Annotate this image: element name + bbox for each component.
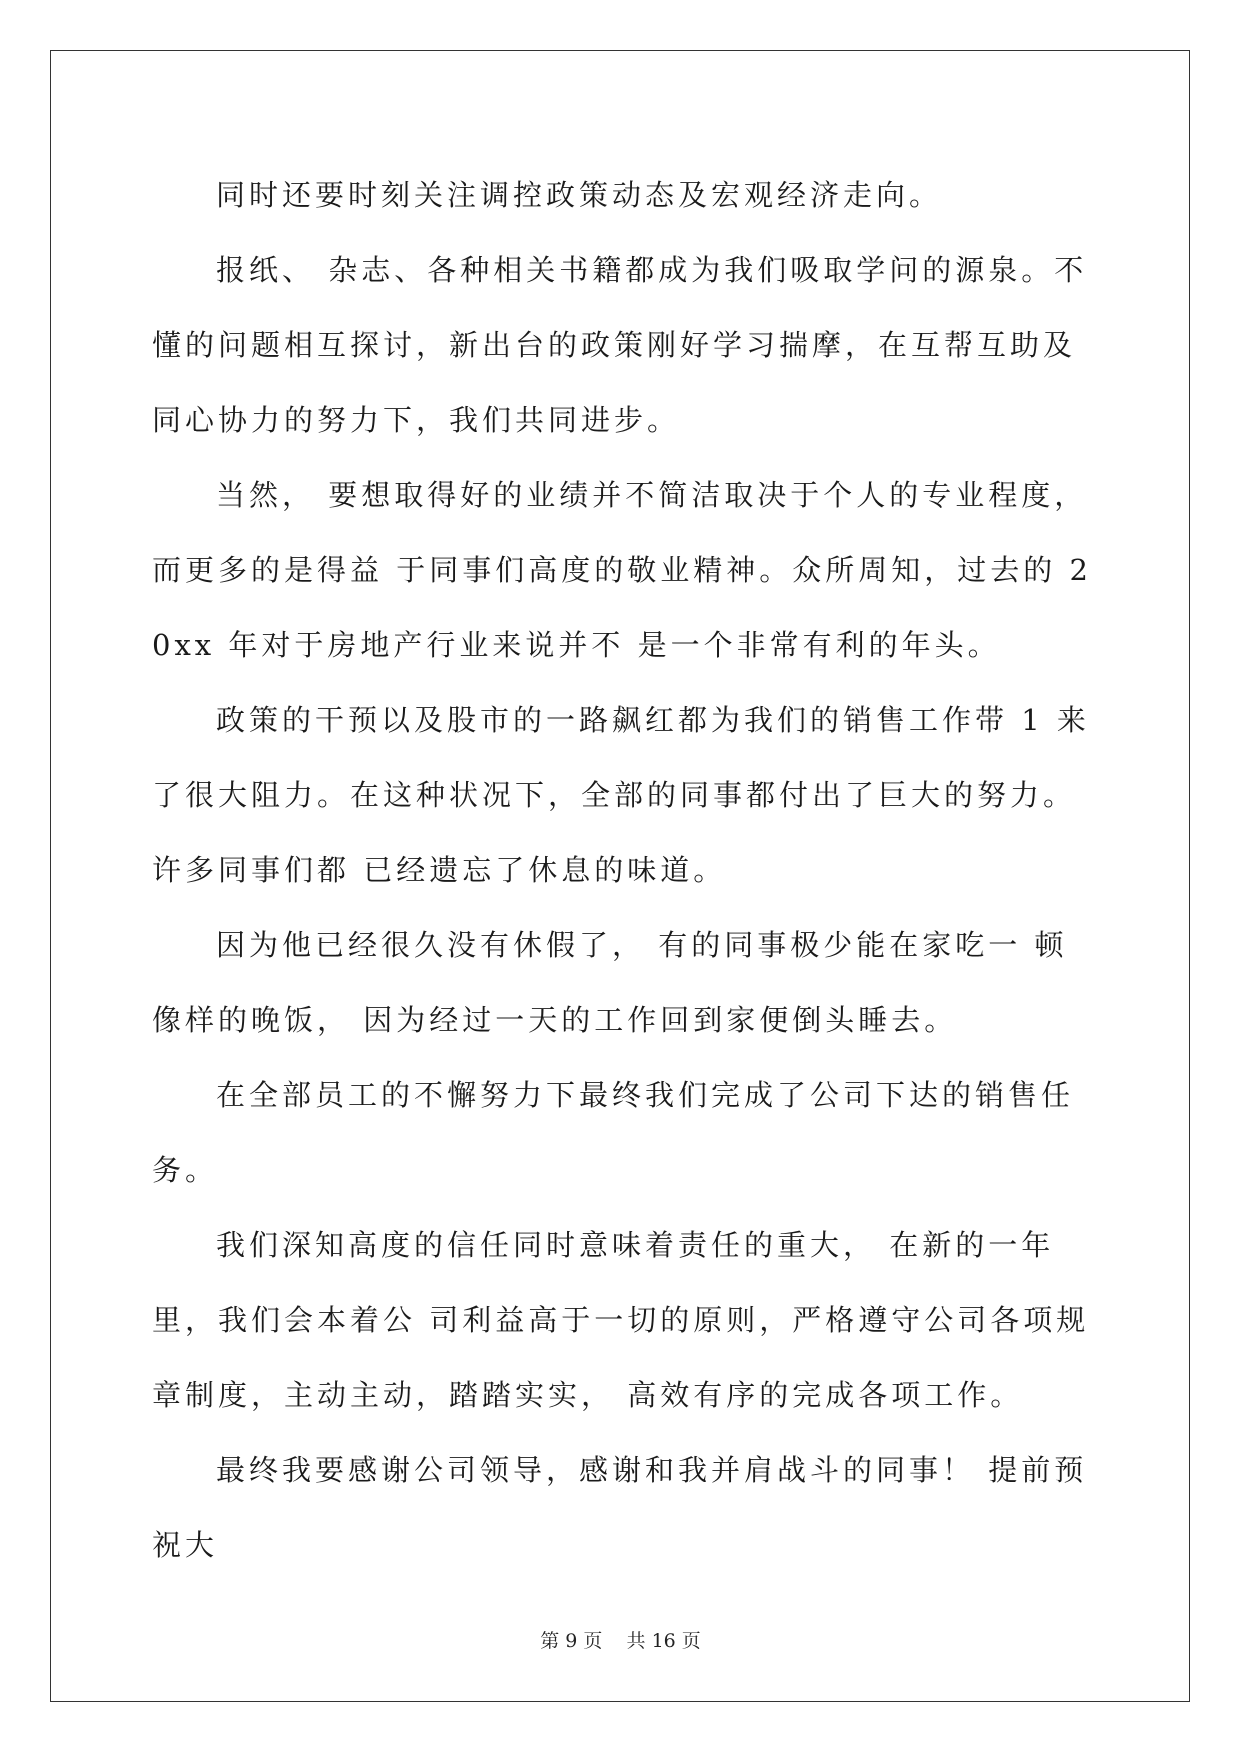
paragraph-2: 报纸、 杂志、各种相关书籍都成为我们吸取学问的源泉。不懂的问题相互探讨，新出台的政策刚好学习揣摩，在互帮互助及同心协力的努力下，我们共同进步。 [152, 253, 1088, 437]
total-pages: 共 16 页 [626, 1630, 701, 1652]
page-number: 第 9 页 [540, 1630, 603, 1652]
page-footer [0, 1626, 1241, 1653]
paragraph-4: 政策的干预以及股市的一路飙红都为我们的销售工作带 1 来了很大阻力。在这种状况下，全部的同事都付出了巨大的努力。许多同事们都 已经遗忘了休息的味道。 [152, 703, 1090, 887]
paragraph-5: 因为他已经很久没有休假了， 有的同事极少能在家吃一 顿像样的晚饭， 因为经过一天的工作回到家便倒头睡去。 [152, 928, 1068, 1037]
paragraph-1: 同时还要时刻关注调控政策动态及宏观经济走向。 [216, 178, 943, 212]
paragraph-3: 当然， 要想取得好的业绩并不简洁取决于个人的专业程度，而更多的是得益 于同事们高度的敬业精神。众所周知，过去的 20xx 年对于房地产行业来说并不 是一个非常有利的年头。 [152, 478, 1092, 662]
paragraph-6: 在全部员工的不懈努力下最终我们完成了公司下达的销售任务。 [152, 1078, 1075, 1187]
document-body [152, 158, 1092, 1583]
paragraph-7: 我们深知高度的信任同时意味着责任的重大， 在新的一年里，我们会本着公 司利益高于一切的原则，严格遵守公司各项规章制度，主动主动，踏踏实实， 高效有序的完成各项工作。 [152, 1228, 1090, 1412]
paragraph-8: 最终我要感谢公司领导，感谢和我并肩战斗的同事！ 提前预祝大 [152, 1453, 1088, 1562]
